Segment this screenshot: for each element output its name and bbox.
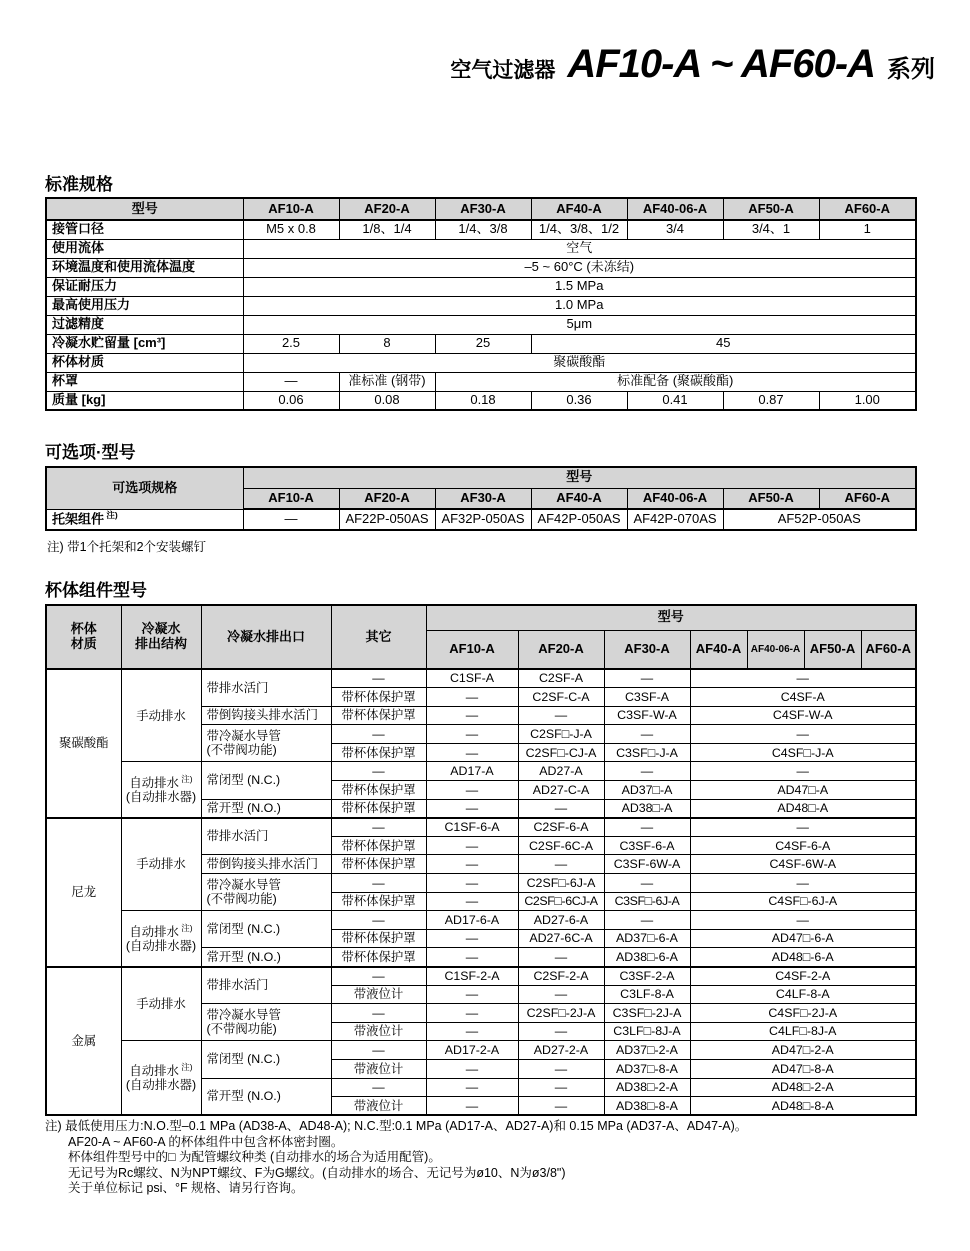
- row-label-cell: 常闭型 (N.C.): [201, 911, 331, 948]
- value-cell: —: [426, 948, 518, 967]
- note-superscript: 注): [178, 922, 193, 933]
- value-cell: AD47□-8-A: [690, 1059, 916, 1078]
- value-cell: —: [426, 1059, 518, 1078]
- header-cell: 型号: [46, 198, 243, 220]
- value-cell: AF42P-050AS: [531, 509, 627, 530]
- value-cell: 空气: [243, 239, 916, 258]
- row-label-cell: 杯体材质: [46, 353, 243, 372]
- value-cell: —: [518, 1059, 604, 1078]
- header-cell: AF30-A: [435, 488, 531, 509]
- value-cell: AD38□-A: [604, 799, 690, 818]
- value-cell: 0.87: [723, 391, 819, 410]
- value-cell: 带杯体保护罩: [331, 781, 426, 800]
- page-title: [450, 42, 935, 87]
- value-cell: 带液位计: [331, 1022, 426, 1041]
- header-cell: AF40-A: [531, 488, 627, 509]
- value-cell: C2SF□-2J-A: [518, 1004, 604, 1023]
- value-cell: AD17-A: [426, 762, 518, 781]
- value-cell: AD47□-6-A: [690, 929, 916, 948]
- note-superscript: 注): [178, 773, 193, 784]
- bowl-assembly-model-table: [45, 604, 917, 1116]
- value-cell: 带杯体保护罩: [331, 892, 426, 911]
- value-cell: 手动排水: [121, 967, 201, 1041]
- header-cell: AF30-A: [435, 198, 531, 220]
- footnote-line: 杯体组件型号中的□ 为配管螺纹种类 (自动排水的场合为适用配管)。: [68, 1150, 441, 1164]
- value-cell: —: [426, 725, 518, 744]
- header-cell: AF40-A: [531, 198, 627, 220]
- value-cell: AD17-6-A: [426, 911, 518, 930]
- row-label-cell: 常开型 (N.O.): [201, 1078, 331, 1115]
- value-cell: C3LF-8-A: [604, 985, 690, 1004]
- value-cell: —: [426, 985, 518, 1004]
- value-cell: —: [243, 372, 339, 391]
- value-cell: AD27-A: [518, 762, 604, 781]
- value-cell: —: [331, 1004, 426, 1023]
- section-heading-bowl-assembly: 杯体组件型号: [45, 581, 147, 600]
- value-cell: AF42P-070AS: [627, 509, 723, 530]
- title-product-type: 空气过滤器: [450, 59, 556, 82]
- value-cell: C4SF-A: [690, 688, 916, 707]
- header-cell: 型号: [243, 467, 916, 488]
- row-label-cell: 带排水活门: [201, 967, 331, 1004]
- value-cell: C2SF□-6CJ-A: [518, 892, 604, 911]
- row-label-cell: 接管口径: [46, 220, 243, 239]
- value-cell: 3/4、1: [723, 220, 819, 239]
- value-cell: 自动排水 $^{注)}$ (自动排水器): [121, 911, 201, 967]
- value-cell: —: [331, 874, 426, 893]
- header-cell: AF10-A: [426, 630, 518, 669]
- value-cell: 带杯体保护罩: [331, 836, 426, 855]
- value-cell: AD38□-8-A: [604, 1097, 690, 1116]
- value-cell: C4SF□-J-A: [690, 743, 916, 762]
- value-cell: —: [690, 762, 916, 781]
- value-cell: 带杯体保护罩: [331, 799, 426, 818]
- header-cell: AF50-A: [723, 198, 819, 220]
- value-cell: AF22P-050AS: [339, 509, 435, 530]
- value-cell: 带液位计: [331, 1059, 426, 1078]
- value-cell: —: [426, 781, 518, 800]
- value-cell: —: [518, 855, 604, 874]
- value-cell: —: [604, 874, 690, 893]
- value-cell: 1.00: [819, 391, 916, 410]
- value-cell: —: [426, 688, 518, 707]
- value-cell: 带液位计: [331, 985, 426, 1004]
- value-cell: C1SF-A: [426, 669, 518, 688]
- footnotes: [45, 1119, 747, 1197]
- value-cell: C2SF-C-A: [518, 688, 604, 707]
- value-cell: 8: [339, 334, 435, 353]
- value-cell: C2SF-6C-A: [518, 836, 604, 855]
- value-cell: —: [426, 874, 518, 893]
- value-cell: —: [426, 706, 518, 725]
- value-cell: C3LF□-8J-A: [604, 1022, 690, 1041]
- value-cell: —: [604, 911, 690, 930]
- value-cell: 带杯体保护罩: [331, 743, 426, 762]
- value-cell: AD37□-6-A: [604, 929, 690, 948]
- header-cell: AF10-A: [243, 488, 339, 509]
- value-cell: —: [518, 706, 604, 725]
- header-cell: AF40-06-A: [627, 488, 723, 509]
- header-cell: AF20-A: [339, 198, 435, 220]
- value-cell: —: [331, 911, 426, 930]
- value-cell: AD17-2-A: [426, 1041, 518, 1060]
- header-cell: AF30-A: [604, 630, 690, 669]
- value-cell: 标准配备 (聚碳酸酯): [435, 372, 916, 391]
- value-cell: 1/4、3/8: [435, 220, 531, 239]
- value-cell: AD27-6-A: [518, 911, 604, 930]
- header-cell: AF20-A: [518, 630, 604, 669]
- value-cell: AD27-2-A: [518, 1041, 604, 1060]
- value-cell: —: [690, 911, 916, 930]
- value-cell: —: [331, 967, 426, 986]
- value-cell: C2SF□-J-A: [518, 725, 604, 744]
- header-cell: AF60-A: [819, 488, 916, 509]
- value-cell: C3SF-6-A: [604, 836, 690, 855]
- value-cell: —: [518, 1022, 604, 1041]
- value-cell: —: [426, 892, 518, 911]
- value-cell: C1SF-6-A: [426, 818, 518, 837]
- row-label-cell: 过滤精度: [46, 315, 243, 334]
- value-cell: AF52P-050AS: [723, 509, 916, 530]
- row-label-cell: 带冷凝水导管 (不带阀功能): [201, 725, 331, 762]
- standard-specs-table: [45, 197, 917, 411]
- value-cell: 5μm: [243, 315, 916, 334]
- value-cell: 带杯体保护罩: [331, 706, 426, 725]
- value-cell: 准标准 (钢带): [339, 372, 435, 391]
- value-cell: M5 x 0.8: [243, 220, 339, 239]
- value-cell: 1.0 MPa: [243, 296, 916, 315]
- value-cell: C2SF□-CJ-A: [518, 743, 604, 762]
- value-cell: —: [518, 948, 604, 967]
- value-cell: 0.41: [627, 391, 723, 410]
- value-cell: —: [426, 929, 518, 948]
- value-cell: 0.08: [339, 391, 435, 410]
- row-label-cell: 托架组件 $^{注)}$: [46, 509, 243, 530]
- value-cell: C2SF-A: [518, 669, 604, 688]
- value-cell: —: [690, 725, 916, 744]
- header-cell: AF40-06-A: [627, 198, 723, 220]
- value-cell: AD27-6C-A: [518, 929, 604, 948]
- value-cell: 自动排水 $^{注)}$ (自动排水器): [121, 1041, 201, 1115]
- value-cell: —: [331, 1078, 426, 1097]
- value-cell: —: [426, 743, 518, 762]
- row-label-cell: 保证耐压力: [46, 277, 243, 296]
- header-cell: 冷凝水排出口: [201, 605, 331, 669]
- row-label-cell: 质量 [kg]: [46, 391, 243, 410]
- value-cell: 尼龙: [46, 818, 121, 967]
- row-label-cell: 带排水活门: [201, 669, 331, 706]
- value-cell: 45: [531, 334, 916, 353]
- value-cell: 0.18: [435, 391, 531, 410]
- options-model-table: [45, 466, 917, 531]
- value-cell: C4LF-8-A: [690, 985, 916, 1004]
- value-cell: —: [331, 762, 426, 781]
- value-cell: —: [518, 1097, 604, 1116]
- value-cell: 带杯体保护罩: [331, 855, 426, 874]
- value-cell: C4SF-2-A: [690, 967, 916, 986]
- note-superscript: 注): [178, 1061, 193, 1072]
- value-cell: C2SF-6-A: [518, 818, 604, 837]
- value-cell: —: [426, 1004, 518, 1023]
- value-cell: —: [243, 509, 339, 530]
- value-cell: C4SF-W-A: [690, 706, 916, 725]
- value-cell: C4SF-6W-A: [690, 855, 916, 874]
- value-cell: AD47□-2-A: [690, 1041, 916, 1060]
- value-cell: AD48□-2-A: [690, 1078, 916, 1097]
- value-cell: C3SF-2-A: [604, 967, 690, 986]
- value-cell: C3SF-6W-A: [604, 855, 690, 874]
- value-cell: 0.06: [243, 391, 339, 410]
- row-label-cell: 最高使用压力: [46, 296, 243, 315]
- row-label-cell: 带排水活门: [201, 818, 331, 855]
- value-cell: —: [331, 1041, 426, 1060]
- header-cell: AF50-A: [804, 630, 861, 669]
- value-cell: 带杯体保护罩: [331, 948, 426, 967]
- value-cell: —: [518, 985, 604, 1004]
- header-cell: 型号: [426, 605, 916, 630]
- value-cell: 手动排水: [121, 818, 201, 911]
- value-cell: 带液位计: [331, 1097, 426, 1116]
- value-cell: 1: [819, 220, 916, 239]
- header-cell: 冷凝水 排出结构: [121, 605, 201, 669]
- value-cell: C4SF□-6J-A: [690, 892, 916, 911]
- section-heading-options: 可选项·型号: [45, 443, 136, 462]
- value-cell: 1/4、3/8、1/2: [531, 220, 627, 239]
- value-cell: —: [426, 1078, 518, 1097]
- footnote-line: 注) 最低使用压力:N.O.型–0.1 MPa (AD38-A、AD48-A); N.C.型:0.1 MPa (AD17-A、AD27-A)和 0.15 MPa (AD37-A、AD47-A)。: [45, 1119, 748, 1133]
- section-heading-standard-specs: 标准规格: [45, 175, 113, 194]
- row-label-cell: 常闭型 (N.C.): [201, 1041, 331, 1078]
- value-cell: 带杯体保护罩: [331, 929, 426, 948]
- value-cell: —: [604, 762, 690, 781]
- value-cell: —: [426, 1022, 518, 1041]
- value-cell: C3SF-A: [604, 688, 690, 707]
- value-cell: C2SF-2-A: [518, 967, 604, 986]
- value-cell: —: [604, 725, 690, 744]
- footnote-line: 无记号为Rc螺纹、N为NPT螺纹、F为G螺纹。(自动排水的场合、无记号为ø10、N为ø3/8"): [68, 1165, 566, 1180]
- value-cell: AD47□-A: [690, 781, 916, 800]
- value-cell: 聚碳酸酯: [243, 353, 916, 372]
- footnote-line: AF20-A ~ AF60-A 的杯体组件中包含杯体密封圈。: [68, 1134, 344, 1149]
- value-cell: —: [426, 836, 518, 855]
- value-cell: AD27-C-A: [518, 781, 604, 800]
- value-cell: C3SF□-2J-A: [604, 1004, 690, 1023]
- footnote-line: 关于单位标记 psi、°F 规格、请另行咨询。: [68, 1181, 304, 1195]
- header-cell: AF10-A: [243, 198, 339, 220]
- row-label-cell: 带倒钩接头排水活门: [201, 706, 331, 725]
- header-cell: AF20-A: [339, 488, 435, 509]
- header-cell: AF50-A: [723, 488, 819, 509]
- value-cell: —: [426, 855, 518, 874]
- value-cell: C4LF□-8J-A: [690, 1022, 916, 1041]
- header-cell: 其它: [331, 605, 426, 669]
- title-series-model: AF10-A ~ AF60-A: [567, 42, 875, 86]
- value-cell: 1.5 MPa: [243, 277, 916, 296]
- value-cell: AD38□-6-A: [604, 948, 690, 967]
- value-cell: —: [426, 1097, 518, 1116]
- header-cell: AF40-06-A: [747, 630, 804, 669]
- header-cell: AF60-A: [861, 630, 916, 669]
- value-cell: 手动排水: [121, 669, 201, 762]
- value-cell: —: [331, 669, 426, 688]
- value-cell: AD48□-A: [690, 799, 916, 818]
- row-label-cell: 杯罩: [46, 372, 243, 391]
- value-cell: 2.5: [243, 334, 339, 353]
- row-label-cell: 冷凝水贮留量 [cm³]: [46, 334, 243, 353]
- value-cell: 1/8、1/4: [339, 220, 435, 239]
- value-cell: C3SF□-6J-A: [604, 892, 690, 911]
- value-cell: AD37□-A: [604, 781, 690, 800]
- value-cell: C2SF□-6J-A: [518, 874, 604, 893]
- value-cell: —: [331, 725, 426, 744]
- value-cell: 带杯体保护罩: [331, 688, 426, 707]
- value-cell: C1SF-2-A: [426, 967, 518, 986]
- row-label-cell: 使用流体: [46, 239, 243, 258]
- options-footnote: 注) 带1个托架和2个安装螺钉: [47, 540, 207, 554]
- header-cell: 杯体 材质: [46, 605, 121, 669]
- title-series-suffix: 系列: [887, 56, 935, 83]
- value-cell: AD38□-2-A: [604, 1078, 690, 1097]
- value-cell: —: [426, 799, 518, 818]
- value-cell: —: [604, 818, 690, 837]
- value-cell: 自动排水 $^{注)}$ (自动排水器): [121, 762, 201, 818]
- value-cell: C4SF□-2J-A: [690, 1004, 916, 1023]
- value-cell: AD48□-8-A: [690, 1097, 916, 1116]
- row-label-cell: 常开型 (N.O.): [201, 799, 331, 818]
- value-cell: 0.36: [531, 391, 627, 410]
- row-label-cell: 环境温度和使用流体温度: [46, 258, 243, 277]
- value-cell: 25: [435, 334, 531, 353]
- header-cell: AF40-A: [690, 630, 747, 669]
- value-cell: AD48□-6-A: [690, 948, 916, 967]
- value-cell: AD37□-2-A: [604, 1041, 690, 1060]
- row-label-cell: 常开型 (N.O.): [201, 948, 331, 967]
- value-cell: —: [690, 874, 916, 893]
- value-cell: —: [331, 818, 426, 837]
- value-cell: 聚碳酸酯: [46, 669, 121, 818]
- value-cell: —: [518, 1078, 604, 1097]
- value-cell: C4SF-6-A: [690, 836, 916, 855]
- value-cell: AF32P-050AS: [435, 509, 531, 530]
- row-label-cell: 带冷凝水导管 (不带阀功能): [201, 1004, 331, 1041]
- value-cell: AD37□-8-A: [604, 1059, 690, 1078]
- row-label-cell: 带倒钩接头排水活门: [201, 855, 331, 874]
- row-label-cell: 带冷凝水导管 (不带阀功能): [201, 874, 331, 911]
- note-superscript: 注): [104, 510, 118, 521]
- value-cell: C3SF-W-A: [604, 706, 690, 725]
- value-cell: 3/4: [627, 220, 723, 239]
- value-cell: —: [690, 669, 916, 688]
- value-cell: —: [604, 669, 690, 688]
- header-cell: 可选项规格: [46, 467, 243, 509]
- value-cell: —: [518, 799, 604, 818]
- value-cell: —: [690, 818, 916, 837]
- value-cell: 金属: [46, 967, 121, 1116]
- value-cell: –5 ~ 60°C (未冻结): [243, 258, 916, 277]
- value-cell: C3SF□-J-A: [604, 743, 690, 762]
- header-cell: AF60-A: [819, 198, 916, 220]
- row-label-cell: 常闭型 (N.C.): [201, 762, 331, 799]
